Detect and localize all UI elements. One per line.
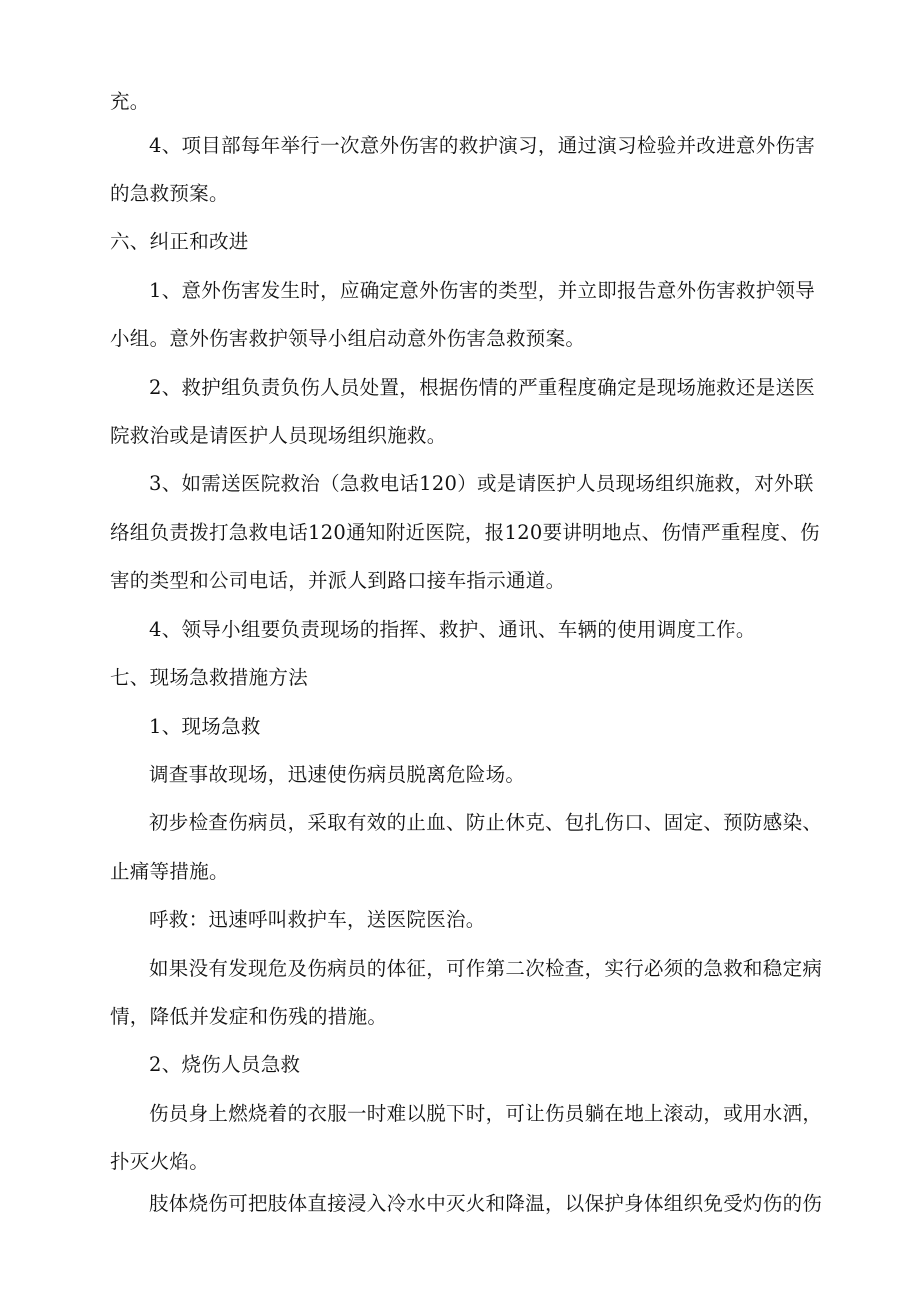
text-line: 4、项目部每年举行一次意外伤害的救护演习，通过演习检验并改进意外伤害 [149, 134, 816, 157]
text-line: 2、救护组负责负伤人员处置，根据伤情的严重程度确定是现场施救还是送医 [149, 376, 816, 399]
text-line: 止痛等措施。 [110, 860, 229, 883]
text-line: 调查事故现场，迅速使伤病员脱离危险场。 [149, 763, 526, 786]
text-line: 害的类型和公司电话，并派人到路口接车指示通道。 [110, 569, 566, 592]
text-line: 4、领导小组要负责现场的指挥、救护、通讯、车辆的使用调度工作。 [149, 618, 756, 641]
text-line: 1、意外伤害发生时，应确定意外伤害的类型，并立即报告意外伤害救护领导 [149, 279, 816, 302]
section-heading: 六、纠正和改进 [110, 230, 249, 253]
text-line: 初步检查伤病员，采取有效的止血、防止休克、包扎伤口、固定、预防感染、 [149, 811, 823, 834]
text-line: 小组。意外伤害救护领导小组启动意外伤害急救预案。 [110, 327, 586, 350]
section-heading: 七、现场急救措施方法 [110, 666, 309, 689]
text-line: 如果没有发现危及伤病员的体征，可作第二次检查，实行必须的急救和稳定病 [149, 957, 823, 980]
text-line: 呼救：迅速呼叫救护车，送医院医治。 [149, 908, 486, 931]
text-line: 充。 [110, 90, 150, 113]
text-line: 络组负责拨打急救电话120通知附近医院，报120要讲明地点、伤情严重程度、伤 [110, 521, 820, 544]
text-line: 伤员身上燃烧着的衣服一时难以脱下时，可让伤员躺在地上滚动，或用水洒， [149, 1102, 823, 1125]
text-line: 3、如需送医院救治（急救电话120）或是请医护人员现场组织施救，对外联 [149, 472, 814, 495]
text-line: 扑灭火焰。 [110, 1150, 210, 1173]
text-line: 院救治或是请医护人员现场组织施救。 [110, 424, 447, 447]
text-line: 肢体烧伤可把肢体直接浸入冷水中灭火和降温，以保护身体组织免受灼伤的伤 [149, 1192, 823, 1215]
text-line: 的急救预案。 [110, 182, 229, 205]
text-line: 情，降低并发症和伤残的措施。 [110, 1005, 388, 1028]
subsection-heading: 2、烧伤人员急救 [149, 1053, 301, 1076]
subsection-heading: 1、现场急救 [149, 715, 261, 738]
